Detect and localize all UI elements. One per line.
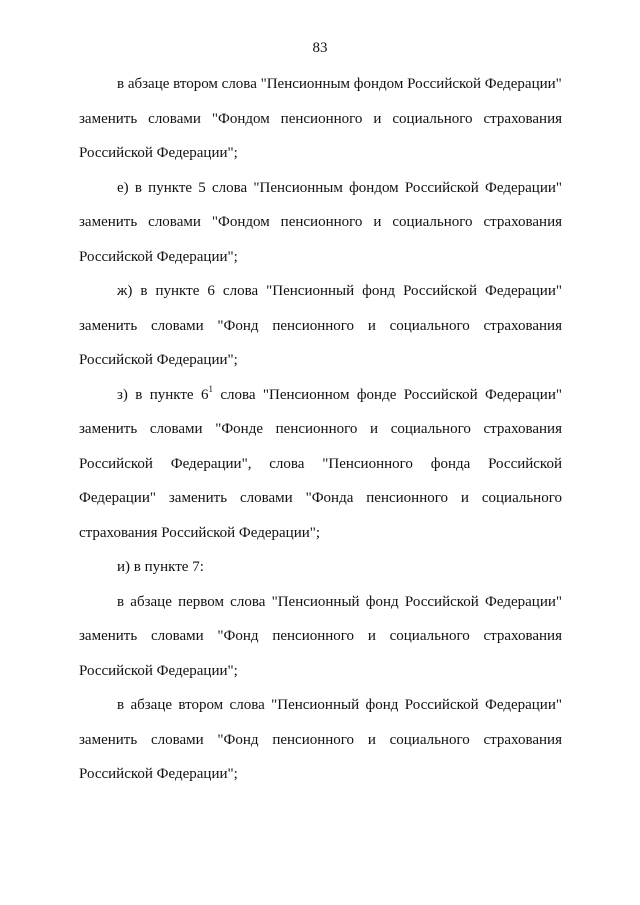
text-line: Российской Федерации";: [79, 248, 238, 265]
text-line: Российской Федерации";: [79, 766, 238, 782]
text-line: Федерации" заменить словами "Фонда пенсионного и социального: [79, 490, 562, 506]
text-line: заменить словами "Фонд пенсионного и социального страхования: [79, 628, 562, 644]
text-line: страхования Российской Федерации";: [79, 524, 321, 541]
paragraph: [79, 688, 562, 792]
text-line: Российской Федерации";: [79, 662, 238, 679]
text-segment: слова "Пенсионном фонде Российской Федерации": [212, 386, 562, 403]
text-line: заменить словами "Фондом пенсионного и социального страхования: [79, 110, 562, 127]
text-line: заменить словами "Фонд пенсионного и социального страхования: [79, 731, 562, 748]
paragraph: [79, 585, 562, 689]
paragraph: [79, 67, 562, 171]
text-line: е) в пункте 5 слова "Пенсионным фондом Российской Федерации": [117, 179, 562, 196]
paragraph: [79, 550, 562, 585]
text-line: заменить словами "Фонде пенсионного и социального страхования: [79, 421, 562, 437]
document-body: [79, 67, 562, 792]
paragraph: [79, 378, 562, 551]
text-line: в абзаце втором слова "Пенсионным фондом Российской Федерации": [117, 76, 562, 92]
text-segment: з) в пункте 6: [117, 386, 209, 403]
text-line: Российской Федерации", слова "Пенсионного фонда Российской: [79, 455, 562, 472]
paragraph: [79, 274, 562, 378]
text-line: заменить словами "Фондом пенсионного и социального страхования: [79, 214, 562, 230]
text-line: Российской Федерации";: [79, 145, 238, 161]
text-line: в абзаце первом слова "Пенсионный фонд Российской Федерации": [117, 593, 562, 610]
text-line: в абзаце втором слова "Пенсионный фонд Российской Федерации": [117, 697, 562, 713]
paragraph: [79, 171, 562, 275]
text-line: Российской Федерации";: [79, 352, 238, 368]
superscript: 1: [208, 383, 213, 394]
text-line: заменить словами "Фонд пенсионного и социального страхования: [79, 317, 562, 334]
text-line: и) в пункте 7:: [117, 559, 204, 575]
text-line: ж) в пункте 6 слова "Пенсионный фонд Российской Федерации": [117, 283, 562, 299]
text-line: [79, 378, 562, 413]
page-number: 83: [312, 40, 328, 56]
